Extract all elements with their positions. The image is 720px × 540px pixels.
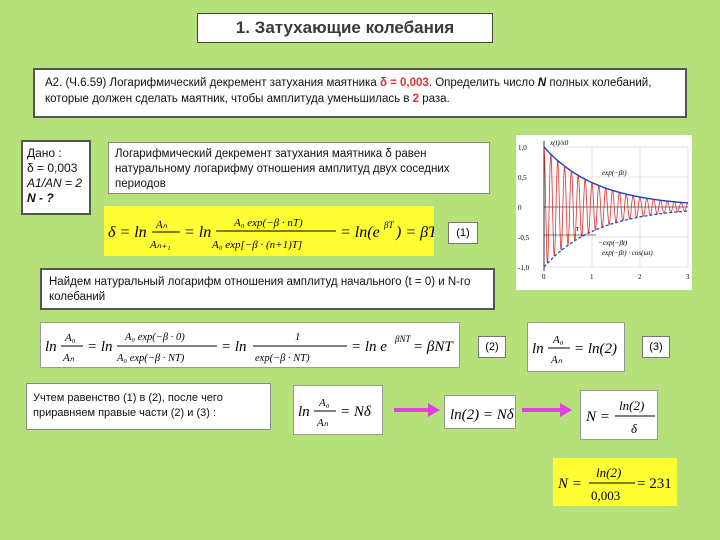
svg-text:A₀: A₀ xyxy=(319,397,330,409)
equation-n xyxy=(580,390,658,440)
svg-text:δ: δ xyxy=(631,421,638,436)
svg-text:ln: ln xyxy=(45,339,57,355)
svg-text:τ: τ xyxy=(576,224,579,233)
eq-number-3: (3) xyxy=(642,336,670,358)
svg-text:Aₙ: Aₙ xyxy=(156,219,168,231)
svg-text:= ln e: = ln e xyxy=(351,339,387,355)
final-result xyxy=(553,458,677,506)
svg-text:1: 1 xyxy=(295,332,301,343)
equation-combined xyxy=(293,385,383,435)
log-decrement-definition: Логарифмический декремент затухания маятника δ равен натуральному логарифму отношения амплитуд двух соседних периодов xyxy=(108,142,490,194)
svg-text:exp(−β · NT): exp(−β · NT) xyxy=(255,353,310,364)
svg-text:δ = ln: δ = ln xyxy=(108,224,147,241)
problem-statement: А2. (Ч.6.59) Логарифмический декремент затухания маятника δ = 0,003. Определить число N полных колебаний, которые должен сделать маятник, чтобы амплитуда уменьшилась в 2 раза. xyxy=(33,68,687,118)
svg-text:A₀: A₀ xyxy=(65,332,76,344)
svg-text:ln: ln xyxy=(532,341,544,357)
equation-2 xyxy=(40,322,460,368)
svg-text:= βNT: = βNT xyxy=(413,339,453,355)
svg-text:0,5: 0,5 xyxy=(518,174,527,182)
svg-text:1,0: 1,0 xyxy=(518,144,527,152)
svg-text:-1,0: -1,0 xyxy=(518,264,530,272)
svg-text:−exp(−βt): −exp(−βt) xyxy=(598,239,628,247)
svg-text:x(t)/x0: x(t)/x0 xyxy=(550,139,569,147)
given-data: Дано : δ = 0,003 A1/AN = 2 N - ? xyxy=(21,140,91,215)
arrow-right-icon xyxy=(392,400,442,420)
svg-text:A₀ exp(−β · 0): A₀ exp(−β · 0) xyxy=(125,332,185,343)
svg-text:A₀ exp[−β · (n+1)T]: A₀ exp[−β · (n+1)T] xyxy=(212,239,303,251)
svg-text:0: 0 xyxy=(542,273,546,281)
damped-oscillation-graph xyxy=(516,135,692,290)
svg-text:2: 2 xyxy=(638,273,642,281)
svg-text:Aₙ₊₁: Aₙ₊₁ xyxy=(150,239,171,251)
svg-text:exp(−βt): exp(−βt) xyxy=(602,169,627,177)
slide-title: 1. Затухающие колебания xyxy=(197,13,493,43)
svg-text:βT: βT xyxy=(384,220,394,230)
svg-text:Aₙ: Aₙ xyxy=(63,352,75,364)
svg-text:ln(2): ln(2) xyxy=(596,465,622,480)
equation-ln2 xyxy=(444,395,516,429)
svg-text:= ln(e: = ln(e xyxy=(340,224,380,241)
svg-text:3: 3 xyxy=(686,273,690,281)
svg-text:Aₙ: Aₙ xyxy=(317,417,329,429)
svg-text:1: 1 xyxy=(590,273,594,281)
svg-text:0,003: 0,003 xyxy=(591,488,621,503)
svg-text:0: 0 xyxy=(518,204,522,212)
equation-3 xyxy=(527,322,625,372)
svg-text:-0,5: -0,5 xyxy=(518,234,530,242)
eq-number-1: (1) xyxy=(448,222,478,244)
svg-text:ln: ln xyxy=(298,404,310,420)
svg-text:= Nδ: = Nδ xyxy=(340,404,371,420)
svg-text:= 231: = 231 xyxy=(637,476,672,492)
substitution-note: Учтем равенство (1) в (2), после чего приравняем правые части (2) и (3) : xyxy=(26,383,271,430)
svg-text:ln(2) = Nδ: ln(2) = Nδ xyxy=(450,407,514,423)
svg-text:= ln(2): = ln(2) xyxy=(574,341,618,357)
svg-text:A₀ exp(−β · nT): A₀ exp(−β · nT) xyxy=(234,217,303,229)
arrow-right-icon xyxy=(520,400,575,420)
svg-text:A₀: A₀ xyxy=(553,334,564,346)
svg-text:) = βT: ) = βT xyxy=(396,224,434,241)
find-statement: Найдем натуральный логарифм отношения амплитуд начального (t = 0) и N-го колебаний xyxy=(40,268,495,310)
svg-text:= ln: = ln xyxy=(184,224,212,241)
svg-text:= ln: = ln xyxy=(87,339,113,355)
svg-text:N =: N = xyxy=(558,476,582,492)
svg-text:= ln: = ln xyxy=(221,339,247,355)
svg-text:βNT: βNT xyxy=(395,334,411,344)
eq-number-2: (2) xyxy=(478,336,506,358)
svg-text:A₀ exp(−β · NT): A₀ exp(−β · NT) xyxy=(117,353,185,364)
svg-text:Aₙ: Aₙ xyxy=(551,354,563,366)
svg-text:exp(−βt) · cos(ωt): exp(−βt) · cos(ωt) xyxy=(602,249,653,257)
equation-1 xyxy=(104,206,434,256)
svg-text:ln(2): ln(2) xyxy=(619,398,645,413)
svg-text:N =: N = xyxy=(586,409,610,425)
